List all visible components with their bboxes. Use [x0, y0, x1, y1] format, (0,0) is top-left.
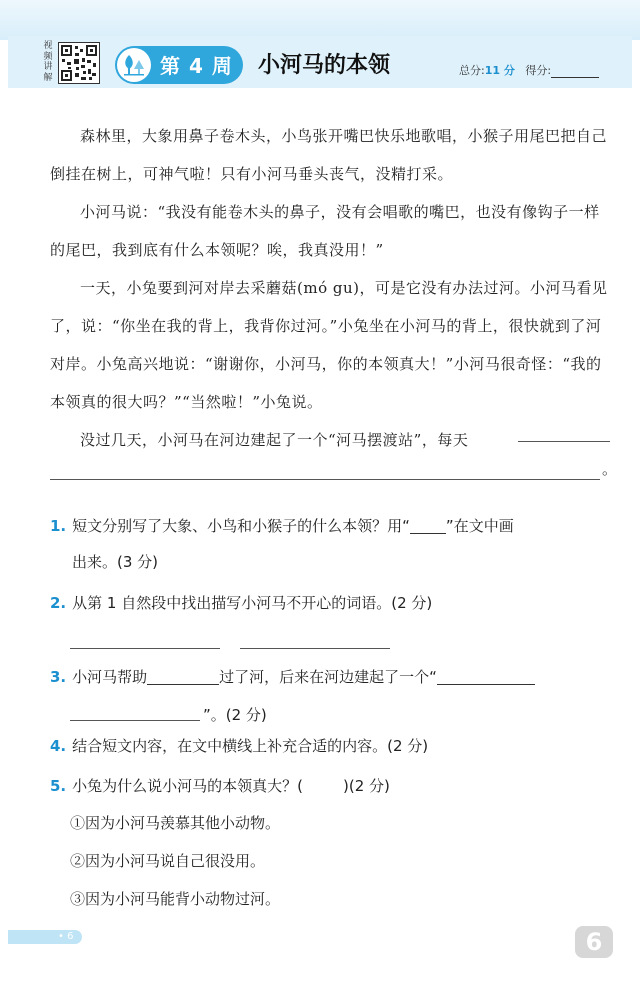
question-2-answer-2[interactable]: [240, 648, 390, 649]
question-1-text-a: 短文分别写了大象、小鸟和小猴子的什么本领？用“: [72, 517, 410, 535]
question-4-number: 4.: [50, 737, 67, 755]
question-5-text-a: 小兔为什么说小河马的本领真大？(: [72, 777, 303, 795]
week-label: 第 4 周: [160, 54, 233, 78]
question-3: [50, 659, 620, 695]
option-1[interactable]: ①因为小河马羡慕其他小动物。: [70, 814, 281, 832]
passage-blank-1[interactable]: [518, 441, 610, 442]
question-3-answer-1[interactable]: [147, 670, 219, 685]
question-4: [50, 728, 620, 764]
passage-end-mark: 。: [602, 460, 618, 478]
score-total-value: 11 分: [484, 64, 515, 77]
footer-small-page-number: • 6: [58, 931, 74, 942]
question-2-answer-1[interactable]: [70, 648, 220, 649]
page-title: 小河马的本领: [258, 53, 391, 78]
score-total-label: 总分:: [459, 64, 485, 77]
question-2-number: 2.: [50, 594, 67, 612]
passage-paragraph-4: 没过几天，小河马在河边建起了一个“河马摆渡站”，每天: [80, 431, 469, 449]
tree-icon: [117, 48, 151, 82]
question-1-mark-line: [410, 519, 446, 534]
question-3-text-b: 过了河，后来在河边建起了一个“: [219, 668, 437, 686]
score-area: [459, 62, 599, 78]
passage-blank-2[interactable]: [50, 479, 600, 480]
score-got-label: 得分:: [525, 64, 552, 77]
question-3-answer-3[interactable]: [70, 720, 200, 721]
question-5-number: 5.: [50, 777, 67, 795]
question-3-cont: ”。(2 分): [203, 706, 267, 724]
passage-paragraph-3: 一天，小兔要到河对岸去采蘑菇(mó gu)，可是它没有办法过河。小河马看见了，说：“你坐在我的背上，我背你过河。”小兔坐在小河马的背上，很快就到了河对岸。小兔高兴地说：“谢谢你，小河马，你的本领真大！”小河马很奇怪：“我的本领真的很大吗？”“当然啦！”小兔说。: [50, 279, 608, 411]
question-2-text: 从第 1 自然段中找出描写小河马不开心的词语。(2 分): [72, 594, 433, 612]
option-3[interactable]: ③因为小河马能背小动物过河。: [70, 890, 281, 908]
qr-label: 视频讲解: [43, 41, 53, 83]
question-3-number: 3.: [50, 668, 67, 686]
score-blank[interactable]: [551, 65, 599, 78]
question-5: [50, 768, 620, 804]
option-2[interactable]: ②因为小河马说自己很没用。: [70, 852, 266, 870]
question-2: [50, 585, 620, 621]
question-5-text-b: )(2 分): [343, 777, 390, 795]
passage-paragraph-1: 森林里，大象用鼻子卷木头，小鸟张开嘴巴快乐地歌唱，小猴子用尾巴把自己倒挂在树上，可神气啦！只有小河马垂头丧气，没精打采。: [50, 127, 608, 183]
question-3-answer-2[interactable]: [437, 670, 535, 685]
top-band: [0, 0, 640, 40]
page-number-badge: 6: [575, 926, 613, 958]
question-1-number: 1.: [50, 517, 67, 535]
passage-paragraph-2: 小河马说：“我没有能卷木头的鼻子，没有会唱歌的嘴巴，也没有像钩子一样的尾巴，我到底有什么本领呢？唉，我真没用！”: [50, 203, 600, 259]
question-1: [50, 508, 620, 544]
question-1-cont: 出来。(3 分): [72, 553, 159, 571]
question-3-text-a: 小河马帮助: [72, 668, 148, 686]
qr-code-icon[interactable]: [58, 42, 100, 84]
question-4-text: 结合短文内容，在文中横线上补充合适的内容。(2 分): [72, 737, 429, 755]
question-1-text-b: ”在文中画: [445, 517, 514, 535]
